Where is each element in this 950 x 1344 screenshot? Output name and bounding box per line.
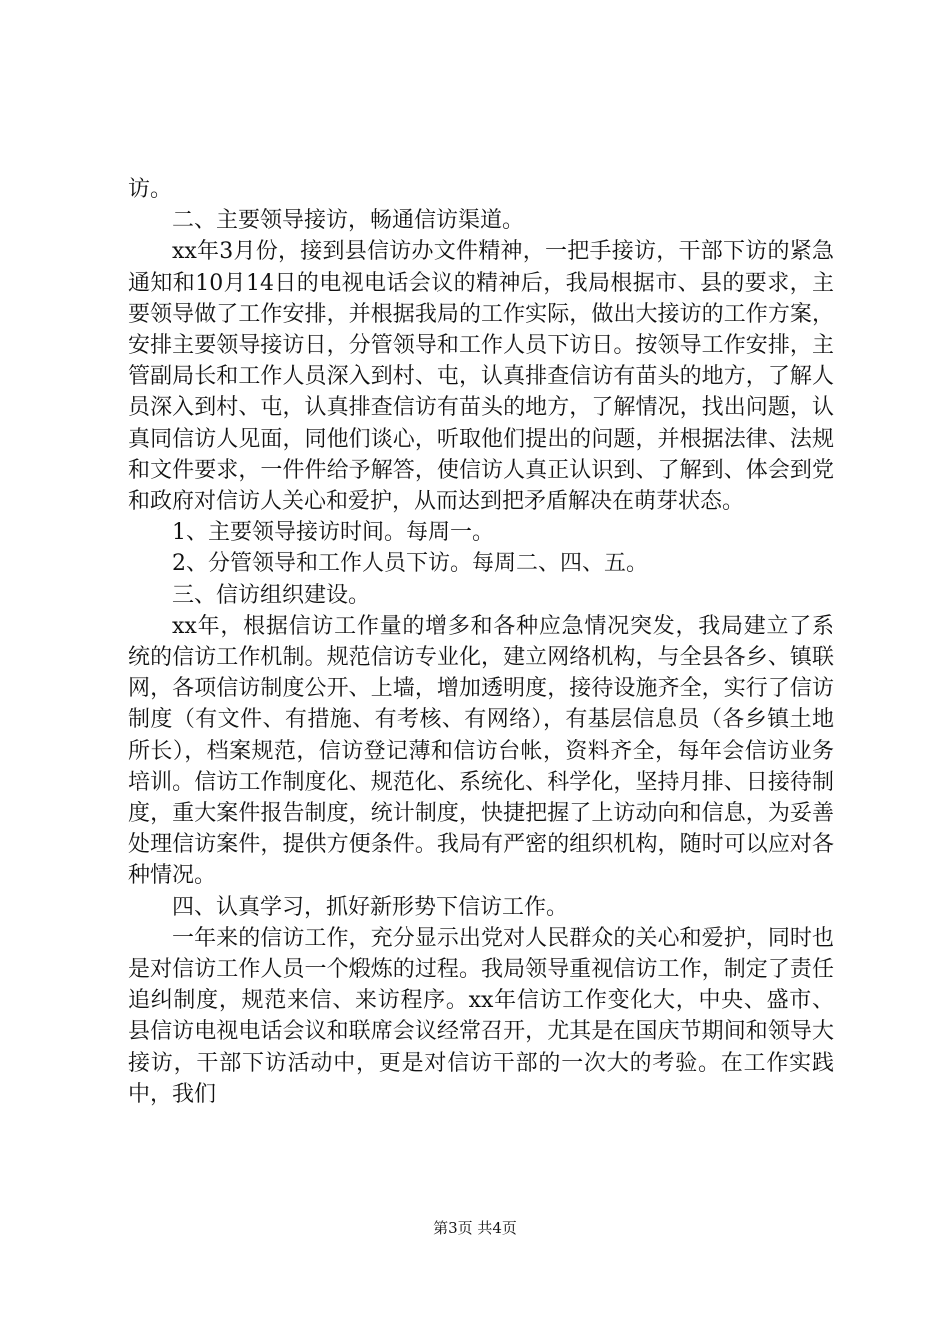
list-item-2: 2、分管领导和工作人员下访。每周二、四、五。 [172,551,648,577]
paragraph-continuation: 访。 [128,177,173,202]
section-heading-2: 二、主要领导接访，畅通信访渠道。 [172,208,525,234]
list-item-1: 1、主要领导接访时间。每周一。 [172,520,494,546]
paragraph-reception: xx年3月份，接到县信访办文件精神，一把手接访，干部下访的紧急通知和10月14日的电视电话会议的精神后，我局根据市、县的要求，主要领导做了工作安排，并根据我局的工作实际，做出大接访的工作方案，安排主要领导接访日，分管领导和工作人员下访日。按领导工作安排，主管副局长和工作人员深入到村、屯，认真排查信访有苗头的地方，了解人员深入到村、屯，认真排查信访有苗头的地方，了解情况，找出问题，认真同信访人见面，同他们谈心，听取他们提出的问题，并根据法律、法规和文件要求，一件件给予解答，使信访人真正认识到、了解到、体会到党和政府对信访人关心和爱护，从而达到把矛盾解决在萌芽状态。 [128,239,834,515]
section-heading-3: 三、信访组织建设。 [172,582,371,608]
paragraph-learning: 一年来的信访工作，充分显示出党对人民群众的关心和爱护，同时也是对信访工作人员一个煅炼的过程。我局领导重视信访工作，制定了责任追纠制度，规范来信、来访程序。xx年信访工作变化大，中央、盛市、县信访电视电话会议和联席会议经常召开，尤其是在国庆节期间和领导大接访，干部下访活动中，更是对信访干部的一次大的考验。在工作实践中，我们 [128,925,834,1107]
paragraph-organization: xx年，根据信访工作量的增多和各种应急情况突发，我局建立了系统的信访工作机制。规范信访专业化，建立网络机构，与全县各乡、镇联网，各项信访制度公开、上墙，增加透明度，接待设施齐全，实行了信访制度（有文件、有措施、有考核、有网络），有基层信息员（各乡镇土地所长），档案规范，信访登记薄和信访台帐，资料齐全，每年会信访业务培训。信访工作制度化、规范化、系统化、科学化，坚持月排、日接待制度，重大案件报告制度，统计制度，快捷把握了上访动向和信息，为妥善处理信访案件，提供方便条件。我局有严密的组织机构，随时可以应对各种情况。 [128,613,834,889]
section-heading-4: 四、认真学习，抓好新形势下信访工作。 [172,894,569,920]
document-body [128,174,834,1110]
page-number-footer: 第3页 共4页 [433,1219,517,1237]
